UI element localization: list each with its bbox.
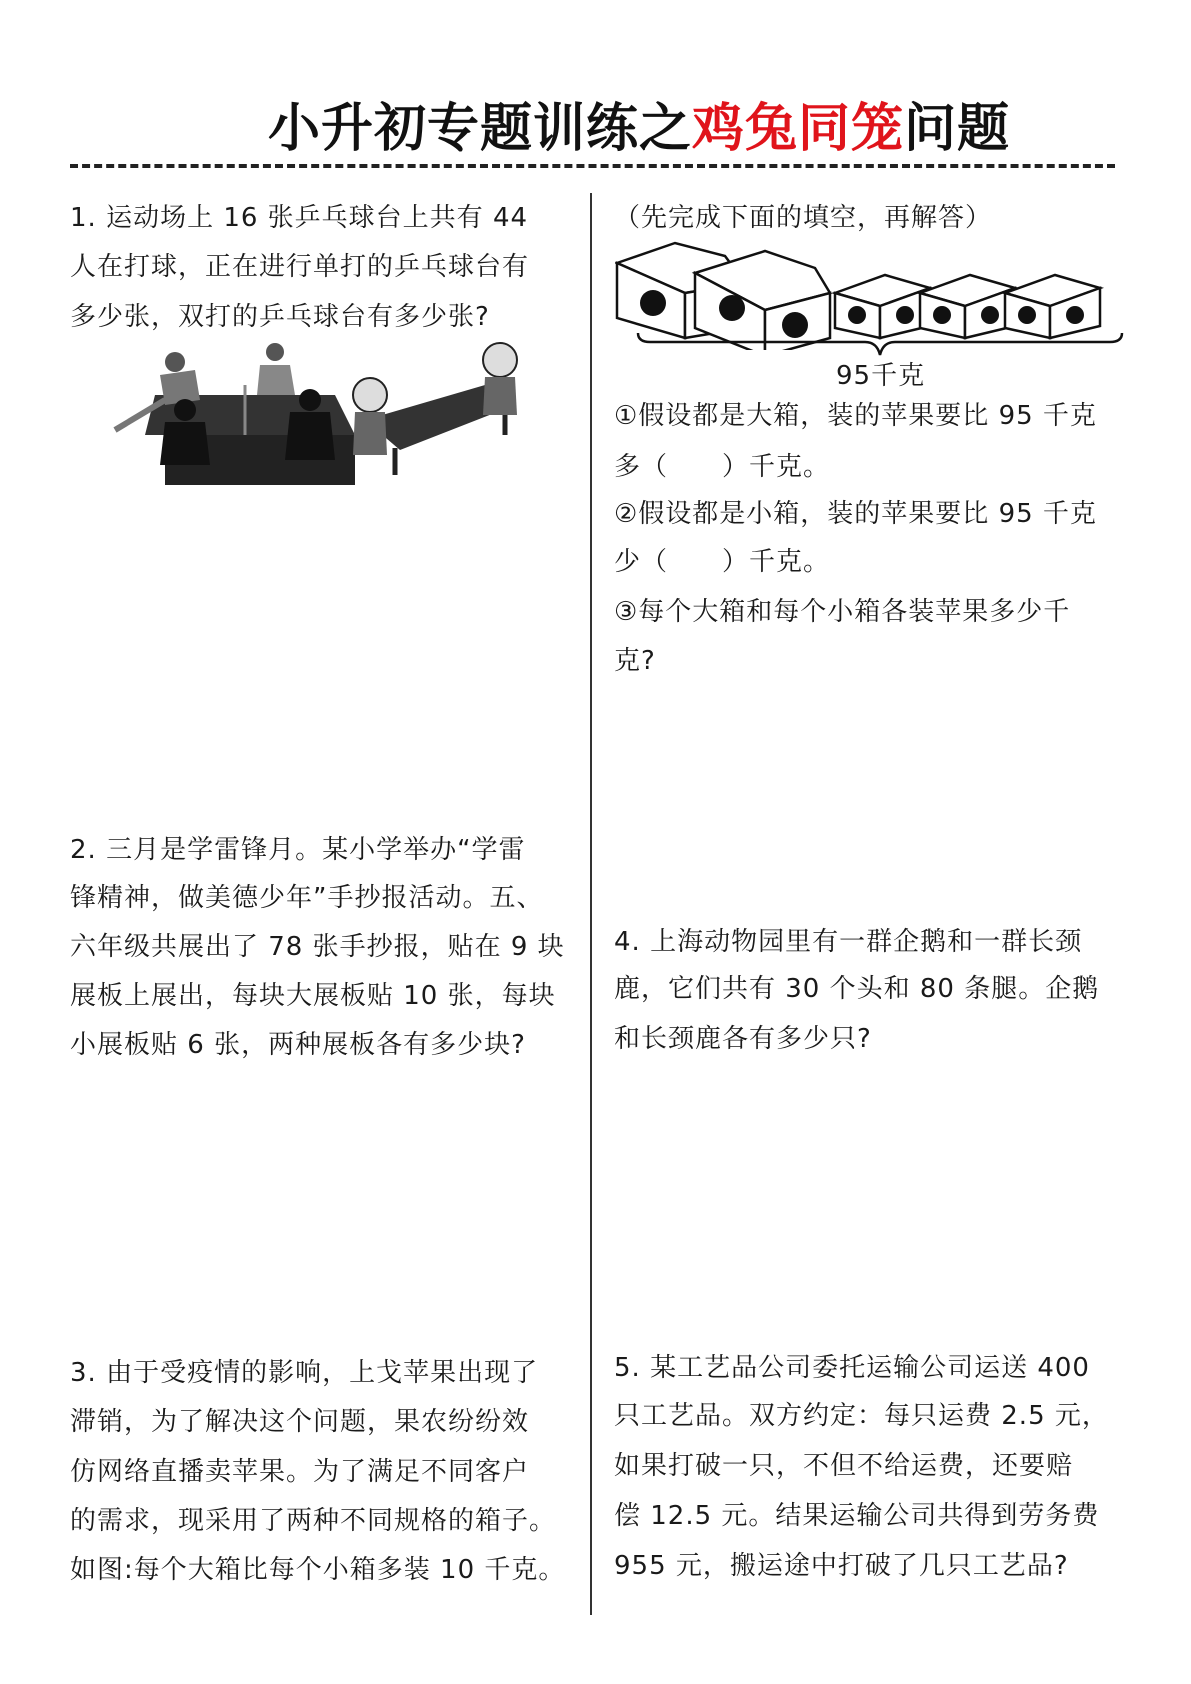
q5-line: 偿 12.5 元。结果运输公司共得到劳务费 [614, 1501, 1100, 1531]
q4-line: 和长颈鹿各有多少只? [614, 1024, 872, 1054]
q3-line: 如图:每个大箱比每个小箱多装 10 千克。 [70, 1555, 566, 1585]
title-prefix: 小升初专题训练之 [268, 99, 693, 159]
sub-question-line: 少（ ）千克。 [614, 547, 831, 577]
q1-line: 1. 运动场上 16 张乒乓球台上共有 44 [70, 203, 529, 233]
sub-question-line: ③每个大箱和每个小箱各装苹果多少千 [614, 597, 1071, 627]
q2-line: 锋精神，做美德少年”手抄报活动。五、 [70, 883, 544, 913]
q3-line: 3. 由于受疫情的影响，上戈苹果出现了 [70, 1358, 539, 1388]
q2-line: 六年级共展出了 78 张手抄报，贴在 9 块 [70, 932, 565, 962]
sub-question-line: 克? [614, 646, 656, 676]
q5-line: 如果打破一只，不但不给运费，还要赔 [614, 1451, 1074, 1481]
q2-line: 小展板贴 6 张，两种展板各有多少块? [70, 1030, 526, 1060]
brace-icon [635, 330, 1125, 360]
q3-line: 滞销，为了解决这个问题，果农纷纷效 [70, 1407, 530, 1437]
q2-line: 展板上展出，每块大展板贴 10 张，每块 [70, 981, 556, 1011]
q4-line: 4. 上海动物园里有一群企鹅和一群长颈 [614, 927, 1083, 957]
q1-line: 人在打球，正在进行单打的乒乓球台有 [70, 252, 530, 282]
q5-line: 955 元，搬运途中打破了几只工艺品? [614, 1551, 1069, 1581]
q2-line: 2. 三月是学雷锋月。某小学举办“学雷 [70, 835, 526, 865]
q3-line: 的需求，现采用了两种不同规格的箱子。 [70, 1506, 557, 1536]
ping-pong-illustration [105, 340, 545, 495]
instruction-text: （先完成下面的填空，再解答） [614, 203, 993, 233]
sub-question-line: ②假设都是小箱，装的苹果要比 95 千克 [614, 499, 1097, 529]
title-suffix: 问题 [904, 99, 1011, 159]
page-title [268, 86, 1010, 161]
dashed-divider [70, 164, 1115, 168]
figure-label: 95千克 [836, 361, 926, 391]
q4-line: 鹿，它们共有 30 个头和 80 条腿。企鹅 [614, 974, 1100, 1004]
q3-line: 仿网络直播卖苹果。为了满足不同客户 [70, 1457, 530, 1487]
q1-line: 多少张，双打的乒乓球台有多少张? [70, 302, 490, 332]
sub-question-line: ①假设都是大箱，装的苹果要比 95 千克 [614, 401, 1097, 431]
sub-question-line: 多（ ）千克。 [614, 452, 831, 482]
title-highlight: 鸡兔同笼 [692, 99, 905, 159]
q5-line: 只工艺品。双方约定：每只运费 2.5 元， [614, 1401, 1109, 1431]
q5-line: 5. 某工艺品公司委托运输公司运送 400 [614, 1353, 1090, 1383]
column-divider [590, 193, 592, 1615]
